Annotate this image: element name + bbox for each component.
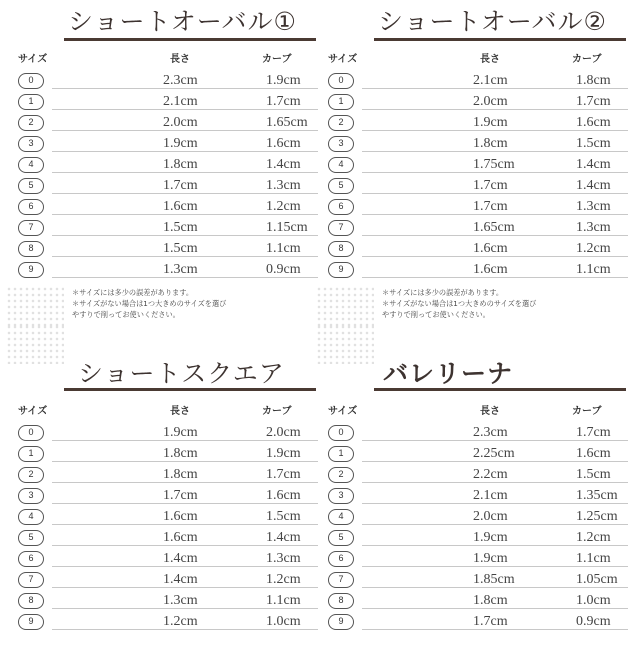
- size-table: [328, 424, 628, 634]
- dot-pattern-decoration: [316, 324, 374, 364]
- dot-pattern-decoration: [316, 286, 374, 326]
- length-value: 1.8cm: [473, 136, 508, 151]
- length-column-header: 長さ: [170, 406, 190, 417]
- panel-title: ショートスクエア: [78, 359, 285, 388]
- table-row: [328, 93, 628, 114]
- table-row: [328, 424, 628, 445]
- size-badge: 0: [18, 73, 44, 89]
- size-badge: 4: [18, 157, 44, 173]
- table-row: [328, 240, 628, 261]
- length-value: 1.5cm: [163, 220, 198, 235]
- size-column-header: サイズ: [328, 54, 358, 65]
- curve-column-header: カーブ: [572, 406, 602, 417]
- length-value: 1.6cm: [163, 509, 198, 524]
- length-value: 1.4cm: [163, 551, 198, 566]
- length-value: 1.6cm: [163, 530, 198, 545]
- table-row: [18, 156, 318, 177]
- title-underline: [64, 388, 316, 391]
- size-badge: 7: [328, 572, 354, 588]
- size-badge: 1: [328, 446, 354, 462]
- dot-pattern-decoration: [6, 324, 64, 364]
- dot-pattern-decoration: [6, 286, 64, 326]
- length-value: 1.6cm: [473, 241, 508, 256]
- note-line: やすりで削ってお使いください。: [382, 310, 490, 319]
- length-value: 1.9cm: [163, 425, 198, 440]
- curve-value: 1.2cm: [576, 241, 611, 256]
- size-table: [328, 72, 628, 282]
- curve-value: 1.4cm: [266, 530, 301, 545]
- curve-value: 1.05cm: [576, 572, 618, 587]
- table-row: [18, 466, 318, 487]
- size-badge: 2: [18, 467, 44, 483]
- table-row: [328, 114, 628, 135]
- panel-title: ショートオーバル①: [68, 7, 297, 36]
- curve-value: 1.9cm: [266, 73, 301, 88]
- table-row: [18, 508, 318, 529]
- curve-value: 1.3cm: [266, 551, 301, 566]
- length-value: 1.2cm: [163, 614, 198, 629]
- length-value: 1.8cm: [163, 157, 198, 172]
- size-badge: 6: [18, 199, 44, 215]
- curve-value: 0.9cm: [576, 614, 611, 629]
- length-value: 1.75cm: [473, 157, 515, 172]
- curve-value: 1.6cm: [576, 115, 611, 130]
- length-value: 1.6cm: [163, 199, 198, 214]
- table-row: [328, 466, 628, 487]
- table-row: [18, 445, 318, 466]
- size-badge: 0: [18, 425, 44, 441]
- length-value: 1.9cm: [163, 136, 198, 151]
- curve-value: 1.5cm: [576, 136, 611, 151]
- length-column-header: 長さ: [480, 406, 500, 417]
- table-row: [328, 219, 628, 240]
- table-row: [328, 487, 628, 508]
- size-column-header: サイズ: [18, 54, 48, 65]
- length-value: 1.65cm: [473, 220, 515, 235]
- table-row: [328, 156, 628, 177]
- table-row: [328, 177, 628, 198]
- curve-value: 1.65cm: [266, 115, 308, 130]
- length-column-header: 長さ: [480, 54, 500, 65]
- size-badge: 7: [18, 572, 44, 588]
- table-row: [328, 571, 628, 592]
- table-row: [18, 135, 318, 156]
- length-value: 1.4cm: [163, 572, 198, 587]
- table-row: [18, 424, 318, 445]
- size-badge: 1: [18, 446, 44, 462]
- size-badge: 4: [328, 157, 354, 173]
- panel-title: ショートオーバル②: [378, 7, 607, 36]
- size-badge: 3: [328, 488, 354, 504]
- size-badge: 9: [18, 614, 44, 630]
- table-row: [328, 72, 628, 93]
- size-badge: 1: [328, 94, 354, 110]
- length-value: 2.3cm: [163, 73, 198, 88]
- size-badge: 2: [328, 467, 354, 483]
- size-badge: 1: [18, 94, 44, 110]
- curve-value: 1.7cm: [576, 425, 611, 440]
- length-value: 1.5cm: [163, 241, 198, 256]
- table-row: [18, 613, 318, 634]
- size-badge: 8: [18, 241, 44, 257]
- size-badge: 0: [328, 425, 354, 441]
- size-badge: 5: [328, 530, 354, 546]
- curve-value: 1.7cm: [576, 94, 611, 109]
- size-badge: 3: [18, 488, 44, 504]
- size-panel: [328, 352, 628, 657]
- table-row: [18, 198, 318, 219]
- length-value: 1.8cm: [473, 593, 508, 608]
- size-notes: [382, 287, 536, 320]
- length-value: 1.3cm: [163, 262, 198, 277]
- curve-value: 1.4cm: [266, 157, 301, 172]
- curve-value: 1.0cm: [266, 614, 301, 629]
- curve-value: 1.6cm: [576, 446, 611, 461]
- length-value: 2.1cm: [163, 94, 198, 109]
- size-badge: 5: [328, 178, 354, 194]
- curve-column-header: カーブ: [262, 406, 292, 417]
- size-table: [18, 72, 318, 282]
- curve-value: 1.9cm: [266, 446, 301, 461]
- table-row: [18, 487, 318, 508]
- curve-value: 1.3cm: [576, 199, 611, 214]
- length-value: 1.7cm: [473, 614, 508, 629]
- curve-value: 1.4cm: [576, 178, 611, 193]
- size-badge: 6: [18, 551, 44, 567]
- table-row: [18, 571, 318, 592]
- curve-value: 1.0cm: [576, 593, 611, 608]
- length-value: 1.85cm: [473, 572, 515, 587]
- table-row: [328, 550, 628, 571]
- size-badge: 5: [18, 178, 44, 194]
- table-row: [18, 261, 318, 282]
- curve-value: 1.7cm: [266, 94, 301, 109]
- curve-value: 1.5cm: [266, 509, 301, 524]
- length-value: 1.7cm: [163, 488, 198, 503]
- length-value: 2.3cm: [473, 425, 508, 440]
- length-value: 2.1cm: [473, 488, 508, 503]
- curve-value: 1.15cm: [266, 220, 308, 235]
- panel-title: バレリーナ: [383, 359, 514, 388]
- length-value: 2.0cm: [163, 115, 198, 130]
- curve-value: 1.25cm: [576, 509, 618, 524]
- size-badge: 8: [328, 593, 354, 609]
- note-line: ＊サイズがない場合は1つ大きめのサイズを選び: [72, 299, 227, 308]
- table-row: [18, 177, 318, 198]
- length-value: 1.9cm: [473, 115, 508, 130]
- table-row: [18, 592, 318, 613]
- curve-value: 1.2cm: [266, 572, 301, 587]
- table-row: [328, 261, 628, 282]
- size-notes: [72, 287, 226, 320]
- curve-value: 1.2cm: [266, 199, 301, 214]
- size-badge: 9: [18, 262, 44, 278]
- curve-value: 1.1cm: [576, 262, 611, 277]
- table-row: [18, 93, 318, 114]
- size-badge: 8: [18, 593, 44, 609]
- table-row: [328, 445, 628, 466]
- size-badge: 9: [328, 614, 354, 630]
- length-value: 1.3cm: [163, 593, 198, 608]
- curve-value: 1.1cm: [576, 551, 611, 566]
- size-badge: 4: [328, 509, 354, 525]
- table-row: [328, 135, 628, 156]
- length-value: 2.0cm: [473, 509, 508, 524]
- note-line: やすりで削ってお使いください。: [72, 310, 180, 319]
- curve-value: 1.6cm: [266, 136, 301, 151]
- table-row: [18, 72, 318, 93]
- table-row: [328, 508, 628, 529]
- length-column-header: 長さ: [170, 54, 190, 65]
- curve-column-header: カーブ: [572, 54, 602, 65]
- table-row: [328, 198, 628, 219]
- table-row: [18, 240, 318, 261]
- table-row: [328, 529, 628, 550]
- note-line: ＊サイズには多少の誤差があります。: [72, 288, 194, 297]
- table-row: [328, 613, 628, 634]
- length-value: 1.8cm: [163, 446, 198, 461]
- curve-value: 1.1cm: [266, 593, 301, 608]
- size-badge: 3: [18, 136, 44, 152]
- curve-value: 1.5cm: [576, 467, 611, 482]
- size-badge: 6: [328, 199, 354, 215]
- curve-value: 1.7cm: [266, 467, 301, 482]
- size-badge: 3: [328, 136, 354, 152]
- curve-value: 1.35cm: [576, 488, 618, 503]
- size-badge: 2: [328, 115, 354, 131]
- curve-value: 1.6cm: [266, 488, 301, 503]
- size-badge: 2: [18, 115, 44, 131]
- size-badge: 7: [328, 220, 354, 236]
- title-underline: [374, 38, 626, 41]
- curve-value: 1.1cm: [266, 241, 301, 256]
- curve-value: 0.9cm: [266, 262, 301, 277]
- curve-value: 2.0cm: [266, 425, 301, 440]
- curve-column-header: カーブ: [262, 54, 292, 65]
- curve-value: 1.2cm: [576, 530, 611, 545]
- length-value: 2.25cm: [473, 446, 515, 461]
- length-value: 1.8cm: [163, 467, 198, 482]
- length-value: 1.9cm: [473, 530, 508, 545]
- curve-value: 1.3cm: [266, 178, 301, 193]
- size-badge: 4: [18, 509, 44, 525]
- size-panel: [18, 352, 318, 657]
- length-value: 1.7cm: [163, 178, 198, 193]
- length-value: 1.7cm: [473, 199, 508, 214]
- size-panel: [328, 0, 628, 319]
- size-badge: 8: [328, 241, 354, 257]
- size-column-header: サイズ: [328, 406, 358, 417]
- length-value: 1.9cm: [473, 551, 508, 566]
- table-row: [18, 550, 318, 571]
- size-column-header: サイズ: [18, 406, 48, 417]
- title-underline: [64, 38, 316, 41]
- length-value: 2.2cm: [473, 467, 508, 482]
- table-row: [18, 529, 318, 550]
- size-table: [18, 424, 318, 634]
- size-badge: 9: [328, 262, 354, 278]
- size-badge: 5: [18, 530, 44, 546]
- note-line: ＊サイズには多少の誤差があります。: [382, 288, 504, 297]
- curve-value: 1.8cm: [576, 73, 611, 88]
- length-value: 1.6cm: [473, 262, 508, 277]
- table-row: [328, 592, 628, 613]
- length-value: 2.0cm: [473, 94, 508, 109]
- length-value: 1.7cm: [473, 178, 508, 193]
- size-badge: 6: [328, 551, 354, 567]
- length-value: 2.1cm: [473, 73, 508, 88]
- table-row: [18, 114, 318, 135]
- curve-value: 1.4cm: [576, 157, 611, 172]
- size-badge: 7: [18, 220, 44, 236]
- curve-value: 1.3cm: [576, 220, 611, 235]
- table-row: [18, 219, 318, 240]
- size-panel: [18, 0, 318, 319]
- title-underline: [374, 388, 626, 391]
- size-badge: 0: [328, 73, 354, 89]
- note-line: ＊サイズがない場合は1つ大きめのサイズを選び: [382, 299, 537, 308]
